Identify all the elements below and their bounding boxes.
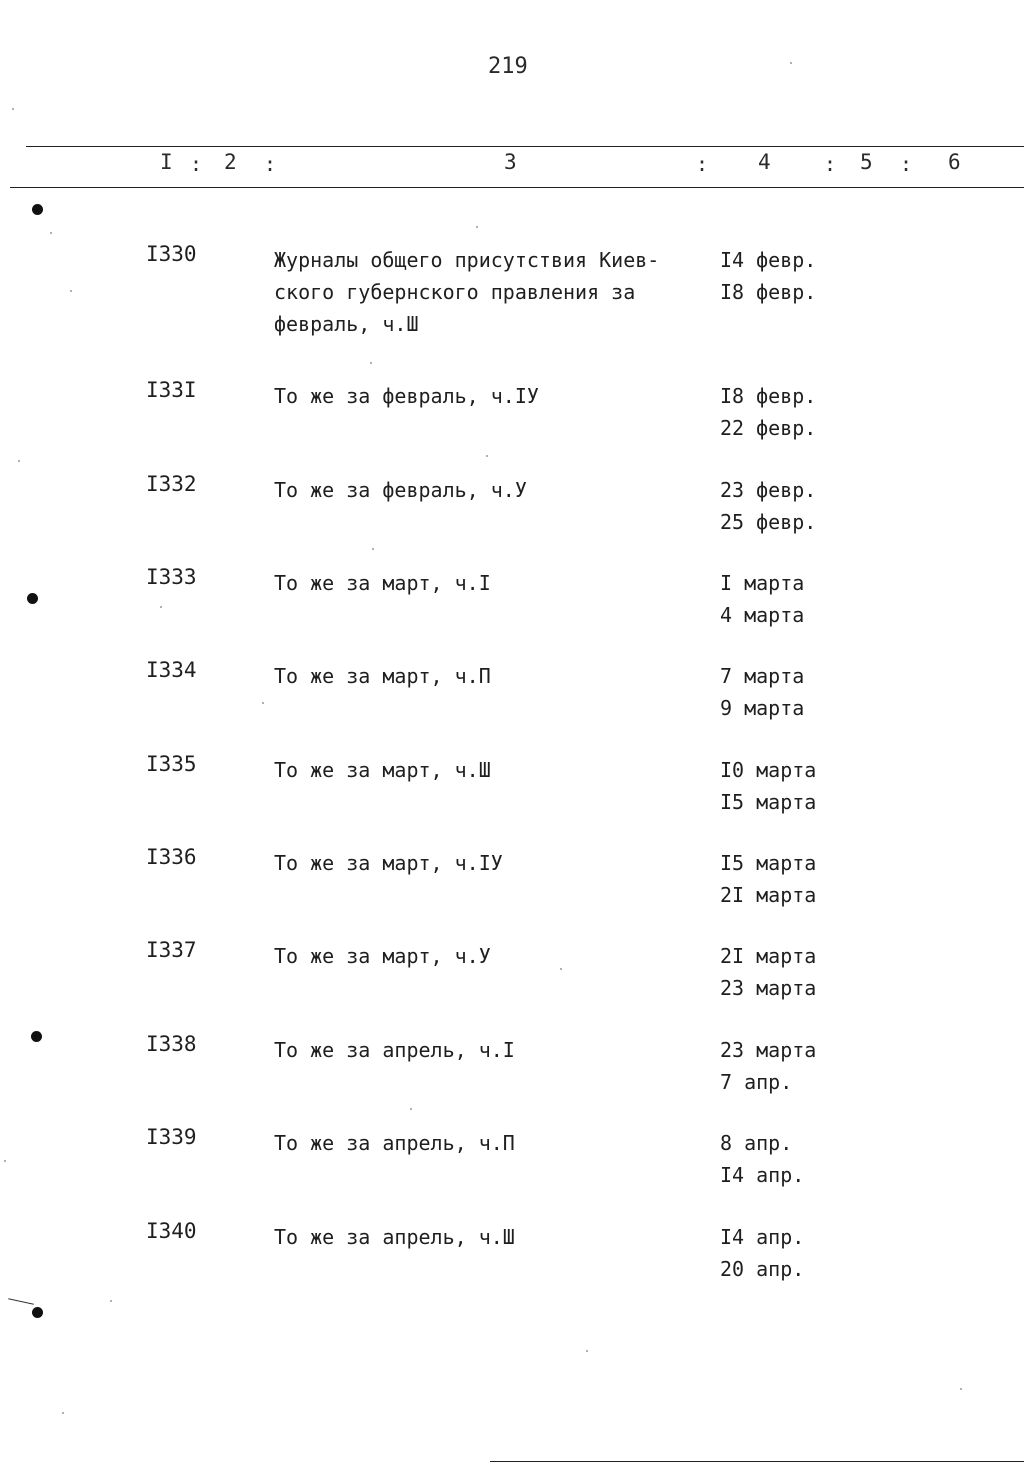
entry-number: I333 xyxy=(146,565,197,589)
binding-hole-mark xyxy=(32,204,43,215)
entry-date-start: 8 апр. xyxy=(720,1131,793,1155)
column-header-6: 6 xyxy=(948,150,961,174)
scan-speck xyxy=(62,1412,64,1414)
entry-title-line: февраль, ч.Ш xyxy=(274,312,419,336)
entry-title-line: То же за февраль, ч.У xyxy=(274,478,527,502)
column-separator: : xyxy=(900,152,913,176)
entry-number: I332 xyxy=(146,472,197,496)
table-row xyxy=(0,242,1024,352)
column-separator: : xyxy=(824,152,837,176)
column-header-1: I xyxy=(160,150,173,174)
entry-dates xyxy=(720,754,816,818)
entry-date-start: I5 марта xyxy=(720,851,817,875)
entry-title-line: То же за апрель, ч.П xyxy=(274,1131,515,1155)
entry-date-end: I4 апр. xyxy=(720,1163,805,1187)
entry-title xyxy=(274,1034,704,1066)
entry-date-end: 7 апр. xyxy=(720,1070,793,1094)
scan-speck xyxy=(262,702,264,704)
page-number: 219 xyxy=(488,54,528,79)
entry-date-end: 4 марта xyxy=(720,603,805,627)
entry-title xyxy=(274,1127,704,1159)
entry-title xyxy=(274,660,704,692)
entry-title-line: То же за март, ч.Ш xyxy=(274,758,491,782)
scan-speck xyxy=(586,1350,588,1352)
entry-title xyxy=(274,244,704,340)
scan-speck xyxy=(370,362,372,364)
entry-dates xyxy=(720,1127,804,1191)
entry-date-end: 9 марта xyxy=(720,696,805,720)
binding-hole-mark xyxy=(31,1031,42,1042)
column-header-5: 5 xyxy=(860,150,873,174)
scan-speck xyxy=(12,108,14,110)
entry-title xyxy=(274,940,704,972)
entry-dates xyxy=(720,244,816,308)
scan-speck xyxy=(70,290,72,292)
entry-number: I339 xyxy=(146,1125,197,1149)
table-row xyxy=(0,565,1024,659)
entry-title-line: То же за февраль, ч.IУ xyxy=(274,384,539,408)
entry-title xyxy=(274,754,704,786)
footer-rule xyxy=(490,1461,1024,1462)
header-top-rule xyxy=(26,146,1024,147)
entry-date-start: 23 февр. xyxy=(720,478,817,502)
entry-dates xyxy=(720,1221,804,1285)
table-row xyxy=(0,1125,1024,1219)
column-header-4: 4 xyxy=(758,150,771,174)
entry-title-line: То же за март, ч.П xyxy=(274,664,491,688)
entry-date-end: 20 апр. xyxy=(720,1257,805,1281)
scan-speck xyxy=(50,232,52,234)
entry-date-start: I4 апр. xyxy=(720,1225,805,1249)
entry-dates xyxy=(720,474,816,538)
entry-date-end: 2I марта xyxy=(720,883,817,907)
entry-date-end: 23 марта xyxy=(720,976,817,1000)
entry-date-start: I0 марта xyxy=(720,758,817,782)
column-separator: : xyxy=(264,152,277,176)
column-header-3: 3 xyxy=(504,150,517,174)
entry-number: I330 xyxy=(146,242,197,266)
header-bottom-rule xyxy=(10,187,1024,188)
entry-number: I336 xyxy=(146,845,197,869)
entry-dates xyxy=(720,567,804,631)
entry-date-start: I марта xyxy=(720,571,805,595)
entry-date-end: 22 февр. xyxy=(720,416,817,440)
entry-date-start: 2I марта xyxy=(720,944,817,968)
entry-date-start: I8 февр. xyxy=(720,384,817,408)
table-row xyxy=(0,378,1024,472)
entry-title-line: То же за март, ч.IУ xyxy=(274,851,503,875)
binding-hole-mark xyxy=(27,593,38,604)
entry-title-line: То же за апрель, ч.Ш xyxy=(274,1225,515,1249)
scan-speck xyxy=(372,548,374,550)
entry-dates xyxy=(720,1034,816,1098)
entry-dates xyxy=(720,660,804,724)
entry-date-start: I4 февр. xyxy=(720,248,817,272)
entry-date-end: I5 марта xyxy=(720,790,817,814)
scan-speck xyxy=(960,1388,962,1390)
table-row xyxy=(0,938,1024,1032)
scan-speck xyxy=(560,968,562,970)
scan-speck xyxy=(476,226,478,228)
table-row xyxy=(0,1032,1024,1126)
column-header-2: 2 xyxy=(224,150,237,174)
scan-speck xyxy=(110,1300,112,1302)
entry-title xyxy=(274,380,704,412)
entry-date-start: 7 марта xyxy=(720,664,805,688)
table-row xyxy=(0,658,1024,752)
entry-number: I337 xyxy=(146,938,197,962)
entry-date-end: I8 февр. xyxy=(720,280,817,304)
entry-title-line: ского губернского правления за xyxy=(274,280,636,304)
entry-number: I340 xyxy=(146,1219,197,1243)
entry-title xyxy=(274,567,704,599)
scan-speck xyxy=(18,460,20,462)
entry-dates xyxy=(720,847,816,911)
entry-title xyxy=(274,1221,704,1253)
entry-title-line: Журналы общего присутствия Киев- xyxy=(274,248,660,272)
table-row xyxy=(0,752,1024,846)
entry-title xyxy=(274,474,704,506)
entry-dates xyxy=(720,940,816,1004)
entry-title xyxy=(274,847,704,879)
table-row xyxy=(0,1219,1024,1313)
scan-speck xyxy=(160,606,162,608)
entry-title-line: То же за апрель, ч.I xyxy=(274,1038,515,1062)
table-row xyxy=(0,472,1024,566)
scan-speck xyxy=(410,1108,412,1110)
entry-date-end: 25 февр. xyxy=(720,510,817,534)
scan-speck xyxy=(790,62,792,64)
table-row xyxy=(0,845,1024,939)
column-separator: : xyxy=(190,152,203,176)
entry-title-line: То же за март, ч.У xyxy=(274,944,491,968)
entry-number: I334 xyxy=(146,658,197,682)
entry-dates xyxy=(720,380,816,444)
entry-number: I335 xyxy=(146,752,197,776)
scan-speck xyxy=(4,1160,6,1162)
entry-number: I33I xyxy=(146,378,197,402)
scan-speck xyxy=(486,455,488,457)
binding-hole-mark xyxy=(32,1307,43,1318)
column-separator: : xyxy=(696,152,709,176)
entry-number: I338 xyxy=(146,1032,197,1056)
entry-title-line: То же за март, ч.I xyxy=(274,571,491,595)
entry-date-start: 23 марта xyxy=(720,1038,817,1062)
